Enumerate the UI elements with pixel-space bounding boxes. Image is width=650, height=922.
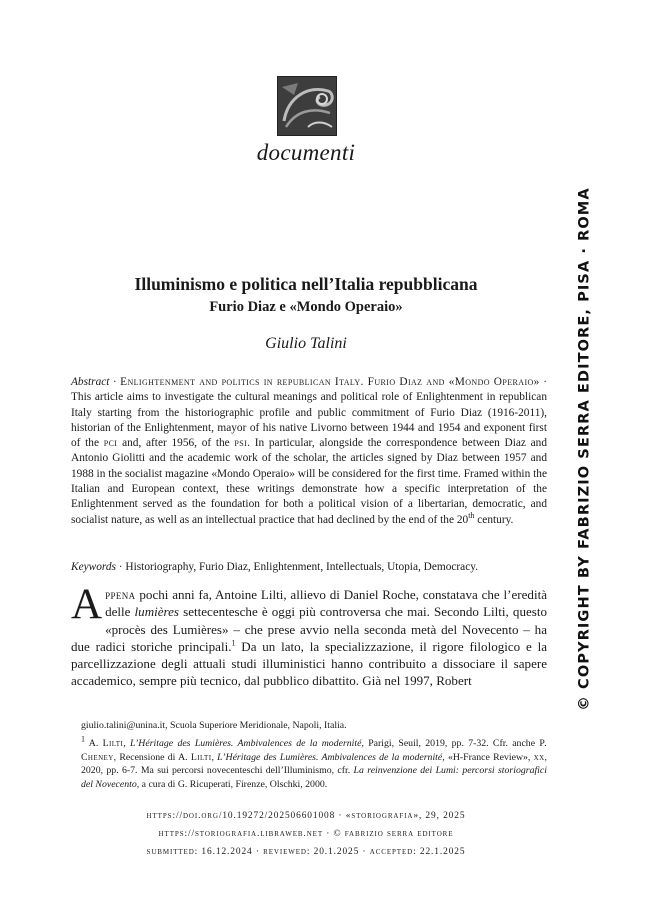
abstract-pci: pci: [103, 437, 118, 450]
footnote-ref-1[interactable]: 1: [231, 638, 236, 648]
article-author: Giulio Talini: [265, 335, 347, 352]
footnotes: [71, 719, 547, 792]
abstract-text-1: · This article aims to investigate the cultural meanings and political role of Enlightenment in republican Italy starting from the historiographic profile and public commitment of Furio Diaz (1916-2011), historian of the Enlightenment, mayor of his native Livorno between 1944 and 1954 and exponent first of the: [71, 376, 547, 450]
fn-title: La reinvenzione dei Lumi: percorsi storiografici del Novecento: [81, 765, 547, 791]
abstract-paragraph: [71, 375, 547, 528]
body-text-1: pochi anni fa, Antoine Lilti, allievo di Daniel Roche, constatava che l’eredità delle: [105, 587, 547, 620]
article-subtitle: Furio Diaz e «Mondo Operaio»: [209, 299, 403, 315]
abstract-label: Abstract: [71, 376, 110, 388]
fn-text: , Recensione di A.: [113, 751, 191, 763]
copyright-icon: ©: [575, 695, 593, 711]
abstract-text-4: century.: [474, 513, 514, 526]
section-title: documenti: [256, 140, 356, 165]
body-italic-1: lumières: [134, 604, 179, 620]
side-copyright-label: COPYRIGHT BY FABRIZIO SERRA EDITORE, PISA · ROMA: [575, 187, 593, 689]
fn-text: ,: [211, 751, 218, 763]
side-copyright-text: [576, 187, 593, 710]
body-text-3: Da un lato, la specializzazione, il rigore filologico e la parcellizzazione degli attuali studi illuministici hanno contribuito a dissociare il sapere accademico, sempre più tecnico, dal pubblico dibattito. Già nel 1997, Robert: [71, 638, 547, 689]
fn-text: , 2020, pp. 6-7. Ma sui percorsi novecenteschi dell’Illuminismo, cfr.: [81, 751, 547, 777]
submission-dates-line: submitted: 16.12.2024 · reviewed: 20.1.2025 · accepted: 22.1.2025: [146, 847, 466, 857]
body-smallcaps: ppena: [105, 587, 136, 602]
fn-author: P. Cheney: [81, 737, 547, 763]
fn-text: ,: [123, 737, 130, 749]
body-text-2: settecentesche è oggi più controversa che mai. Secondo Lilti, questo «procès des Lumières» – che prese avvio nella seconda metà del Novecento – ha due radici storiche principali.: [71, 604, 547, 654]
abstract-text-3: . In particular, alongside the correspondence between Diaz and Antonio Giolitti and the academic work of the scholar, the articles signed by Diaz between 1957 and 1988 in the socialist magazine «Mondo Operaio» will be considered for the first time. Framed within the Italian and European context, these writings demonstrate how a specific interpretation of the Enlightenment served as the foundation for both a political vision of a libertarian, democratic, and socialist nature, as well as an intellectual practice that had declined by the end of the 20: [71, 437, 547, 526]
scroll-ornament-icon: [278, 77, 336, 135]
keywords-label: Keywords: [71, 561, 116, 573]
drop-cap: A: [71, 581, 103, 628]
footnote-1: [71, 734, 547, 792]
author-affiliation: giulio.talini@unina.it, Scuola Superiore Meridionale, Napoli, Italia.: [81, 720, 347, 731]
fn-title: L’Héritage des Lumières. Ambivalences de la modernité: [129, 737, 362, 749]
footnote-number: 1: [81, 734, 85, 744]
abstract-sup: th: [468, 510, 475, 520]
fn-volume: xx: [533, 751, 545, 763]
fn-text: , a cura di G. Ricuperati, Firenze, Olschki, 2000.: [136, 779, 328, 791]
doi-line[interactable]: https://doi.org/10.19272/202506601008 · «storiografia», 29, 2025: [146, 811, 466, 821]
abstract-separator: ·: [109, 376, 121, 388]
abstract-text-2: and, after 1956, of the: [117, 437, 235, 450]
journal-url-line[interactable]: https://storiografia.libraweb.net · © fabrizio serra editore: [158, 829, 454, 839]
fn-author: Lilti: [190, 751, 212, 763]
fn-text: , Parigi, Seuil, 2019, pp. 7-32. Cfr. anche: [361, 737, 540, 749]
keywords-text: · Historiography, Furio Diaz, Enlightenment, Intellectuals, Utopia, Democracy.: [115, 561, 479, 573]
fn-text: A.: [85, 737, 103, 749]
fn-text: , «H-France Review»,: [442, 751, 534, 763]
body-paragraph: [71, 581, 547, 690]
abstract-heading: Enlightenment and politics in republican Italy. Furio Diaz and «Mondo Operaio»: [120, 376, 540, 388]
fn-title: L’Héritage des Lumières. Ambivalences de la modernité: [217, 751, 443, 763]
article-title: Illuminismo e politica nell’Italia repubblicana: [134, 274, 478, 294]
section-ornament-image: [277, 76, 337, 136]
abstract-psi: psi: [234, 437, 248, 450]
fn-author: Lilti: [102, 737, 124, 749]
keywords-line: [71, 560, 547, 575]
